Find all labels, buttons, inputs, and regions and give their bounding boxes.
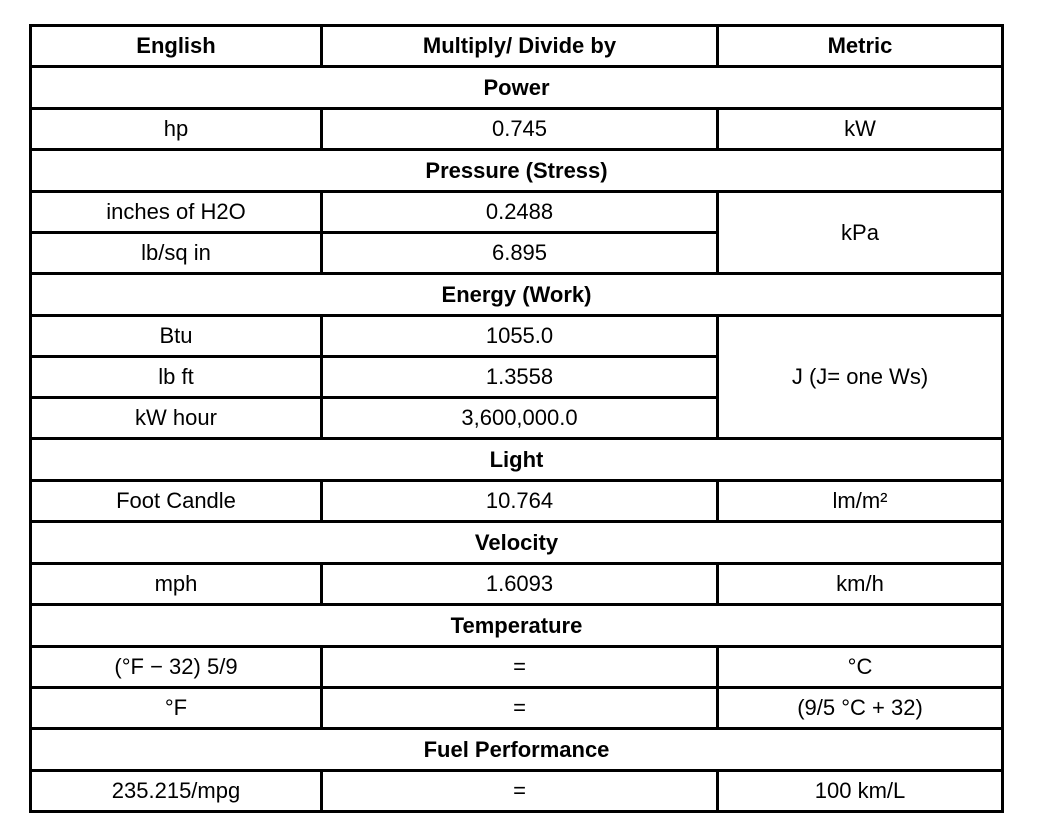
table-row bbox=[31, 316, 1003, 357]
section-title-velocity: Velocity bbox=[31, 522, 1003, 564]
cell-factor: = bbox=[322, 688, 718, 729]
cell-factor: 0.2488 bbox=[322, 192, 718, 233]
section-title-light: Light bbox=[31, 439, 1003, 481]
table-row bbox=[31, 688, 1003, 729]
cell-english: °F bbox=[31, 688, 322, 729]
section-title-energy: Energy (Work) bbox=[31, 274, 1003, 316]
header-metric: Metric bbox=[718, 26, 1003, 67]
cell-english: 235.215/mpg bbox=[31, 771, 322, 812]
section-title-fuel: Fuel Performance bbox=[31, 729, 1003, 771]
header-row bbox=[31, 26, 1003, 67]
cell-factor: = bbox=[322, 771, 718, 812]
cell-english: kW hour bbox=[31, 398, 322, 439]
table-row bbox=[31, 109, 1003, 150]
cell-factor: 3,600,000.0 bbox=[322, 398, 718, 439]
section-light bbox=[31, 439, 1003, 481]
cell-metric: (9/5 °C + 32) bbox=[718, 688, 1003, 729]
cell-metric: °C bbox=[718, 647, 1003, 688]
section-temperature bbox=[31, 605, 1003, 647]
cell-metric: 100 km/L bbox=[718, 771, 1003, 812]
section-title-pressure: Pressure (Stress) bbox=[31, 150, 1003, 192]
cell-factor: 0.745 bbox=[322, 109, 718, 150]
cell-factor: 1.6093 bbox=[322, 564, 718, 605]
section-pressure bbox=[31, 150, 1003, 192]
cell-english: hp bbox=[31, 109, 322, 150]
section-energy bbox=[31, 274, 1003, 316]
cell-factor: = bbox=[322, 647, 718, 688]
section-title-temperature: Temperature bbox=[31, 605, 1003, 647]
section-power bbox=[31, 67, 1003, 109]
cell-factor: 1055.0 bbox=[322, 316, 718, 357]
cell-english: Btu bbox=[31, 316, 322, 357]
table-row bbox=[31, 647, 1003, 688]
cell-english: Foot Candle bbox=[31, 481, 322, 522]
header-english: English bbox=[31, 26, 322, 67]
cell-factor: 1.3558 bbox=[322, 357, 718, 398]
section-title-power: Power bbox=[31, 67, 1003, 109]
cell-english: (°F − 32) 5/9 bbox=[31, 647, 322, 688]
header-multiply: Multiply/ Divide by bbox=[322, 26, 718, 67]
cell-english: lb/sq in bbox=[31, 233, 322, 274]
cell-english: mph bbox=[31, 564, 322, 605]
table-row bbox=[31, 564, 1003, 605]
table-row bbox=[31, 481, 1003, 522]
cell-metric-merged: J (J= one Ws) bbox=[718, 316, 1003, 439]
cell-english: lb ft bbox=[31, 357, 322, 398]
table-row bbox=[31, 192, 1003, 233]
section-fuel bbox=[31, 729, 1003, 771]
section-velocity bbox=[31, 522, 1003, 564]
cell-metric: kW bbox=[718, 109, 1003, 150]
cell-metric-merged: kPa bbox=[718, 192, 1003, 274]
conversion-table bbox=[29, 24, 1004, 813]
cell-english: inches of H2O bbox=[31, 192, 322, 233]
table-row bbox=[31, 771, 1003, 812]
cell-metric: km/h bbox=[718, 564, 1003, 605]
cell-factor: 6.895 bbox=[322, 233, 718, 274]
cell-metric: lm/m² bbox=[718, 481, 1003, 522]
cell-factor: 10.764 bbox=[322, 481, 718, 522]
